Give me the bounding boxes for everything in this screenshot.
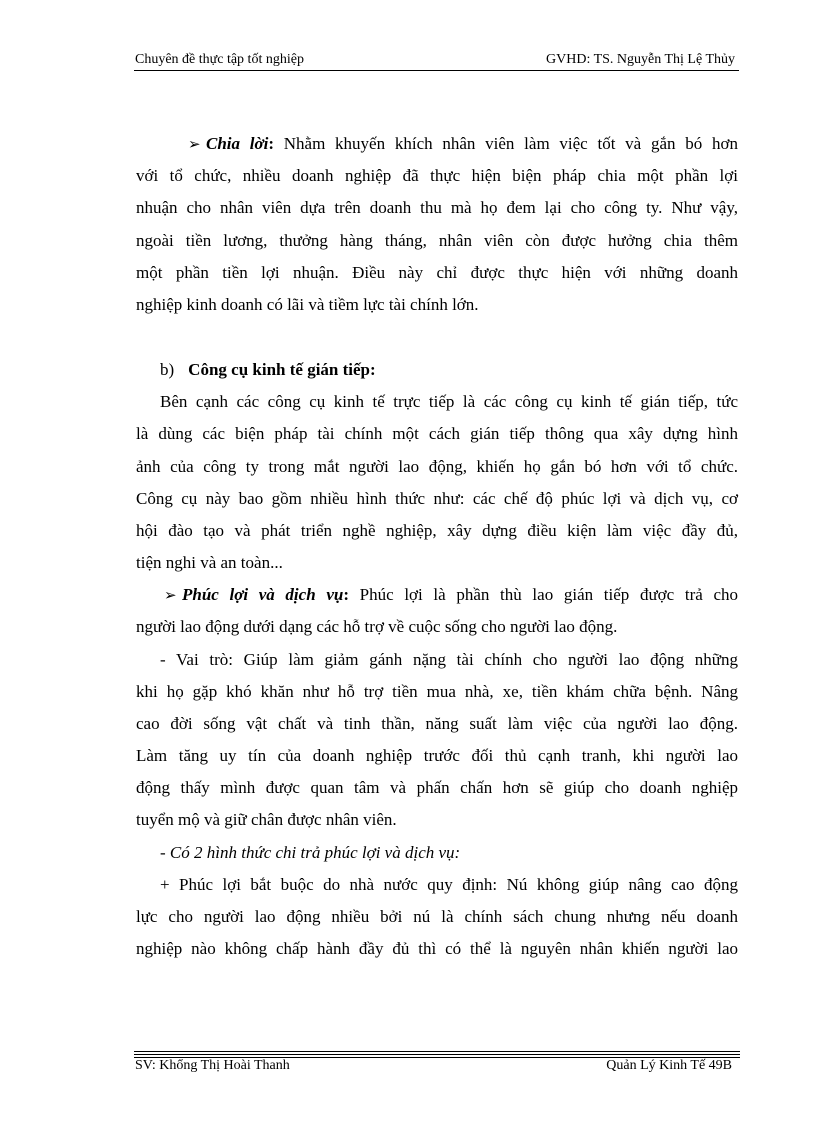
footer-right-text: Quản Lý Kinh Tế 49B <box>606 1058 732 1073</box>
section-b-line-5: hội đào tạo và phát triển nghề nghiệp, xây dựng điều kiện làm việc đầy đủ, <box>136 521 738 540</box>
chia-loi-first-rest: Nhằm khuyến khích nhân viên làm việc tốt và gắn bó hơn <box>274 134 738 153</box>
vai-tro-line-2: khi họ gặp khó khăn như hỗ trợ tiền mua nhà, xe, tiền khám chữa bệnh. Nâng <box>136 682 738 701</box>
bat-buoc-line-3: nghiệp nào không chấp hành đầy đủ thì có thể là nguyên nhân khiến người lao <box>136 939 738 958</box>
chia-loi-line-1 <box>188 134 738 155</box>
bat-buoc-line-2: lực cho người lao động nhiều bởi nú là chính sách chung nhưng nếu doanh <box>136 907 738 926</box>
vai-tro-line-3: cao đời sống vật chất và tinh thần, năng suất làm việc của người lao động. <box>136 714 738 733</box>
vai-tro-line-6: tuyển mộ và giữ chân được nhân viên. <box>136 810 397 829</box>
chia-loi-label: Chia lời <box>206 134 269 153</box>
phuc-loi-line-2: người lao động dưới dạng các hỗ trợ về cuộc sống cho người lao động. <box>136 617 618 636</box>
vai-tro-line-1: - Vai trò: Giúp làm giảm gánh nặng tài chính cho người lao động những <box>160 650 738 669</box>
chia-loi-line-5: một phần tiền lợi nhuận. Điều này chỉ được thực hiện với những doanh <box>136 263 738 282</box>
section-b-heading <box>160 360 762 380</box>
chia-loi-line-6: nghiệp kinh doanh có lãi và tiềm lực tài chính lớn. <box>136 295 479 314</box>
phuc-loi-line-1 <box>164 585 738 606</box>
arrow-bullet-icon: ➢ <box>188 137 201 153</box>
section-b-line-4: Công cụ này bao gồm nhiều hình thức như: các chế độ phúc lợi và dịch vụ, cơ <box>136 489 738 508</box>
header-right-text: GVHD: TS. Nguyễn Thị Lệ Thủy <box>546 52 735 67</box>
section-b-marker: b) <box>160 360 175 379</box>
section-b-line-6: tiện nghi và an toàn... <box>136 553 283 572</box>
header-left-text: Chuyên đề thực tập tốt nghiệp <box>135 52 304 67</box>
section-b-line-2: là dùng các biện pháp tài chính một cách gián tiếp thông qua xây dựng hình <box>136 424 738 443</box>
section-b-line-1: Bên cạnh các công cụ kinh tế trực tiếp là các công cụ kinh tế gián tiếp, tức <box>160 392 738 411</box>
vai-tro-line-4: Làm tăng uy tín của doanh nghiệp trước đối thủ cạnh tranh, khi người lao <box>136 746 738 765</box>
section-b-line-3: ảnh của công ty trong mắt người lao động, khiến họ gắn bó hơn với tổ chức. <box>136 457 738 476</box>
vai-tro-line-5: động thấy mình được quan tâm và phấn chấn hơn sẽ giúp cho doanh nghiệp <box>136 778 738 797</box>
page-footer <box>134 1058 740 1078</box>
section-b-title: Công cụ kinh tế gián tiếp: <box>188 360 376 379</box>
footer-left-text: SV: Khổng Thị Hoài Thanh <box>135 1058 290 1073</box>
phuc-loi-colon: : <box>343 585 349 604</box>
chia-loi-line-4: ngoài tiền lương, thưởng hàng tháng, nhân viên còn được hưởng chia thêm <box>136 231 738 250</box>
chia-loi-line-2: với tổ chức, nhiều doanh nghiệp đã thực hiện biện pháp chia một phần lợi <box>136 166 738 185</box>
arrow-bullet-icon: ➢ <box>164 588 177 604</box>
phuc-loi-label: Phúc lợi và dịch vụ <box>182 585 344 604</box>
chia-loi-colon: : <box>268 134 275 153</box>
hinh-thuc-line: - Có 2 hình thức chi trả phúc lợi và dịch vụ: <box>160 843 461 862</box>
page-header <box>134 50 739 71</box>
phuc-loi-first-rest: Phúc lợi là phần thù lao gián tiếp được trả cho <box>349 585 738 604</box>
chia-loi-line-3: nhuận cho nhân viên dựa trên doanh thu mà họ đem lại cho công ty. Như vậy, <box>136 198 738 217</box>
footer-rule <box>134 1051 740 1058</box>
bat-buoc-line-1: + Phúc lợi bắt buộc do nhà nước quy định: Nú không giúp nâng cao động <box>160 875 738 894</box>
